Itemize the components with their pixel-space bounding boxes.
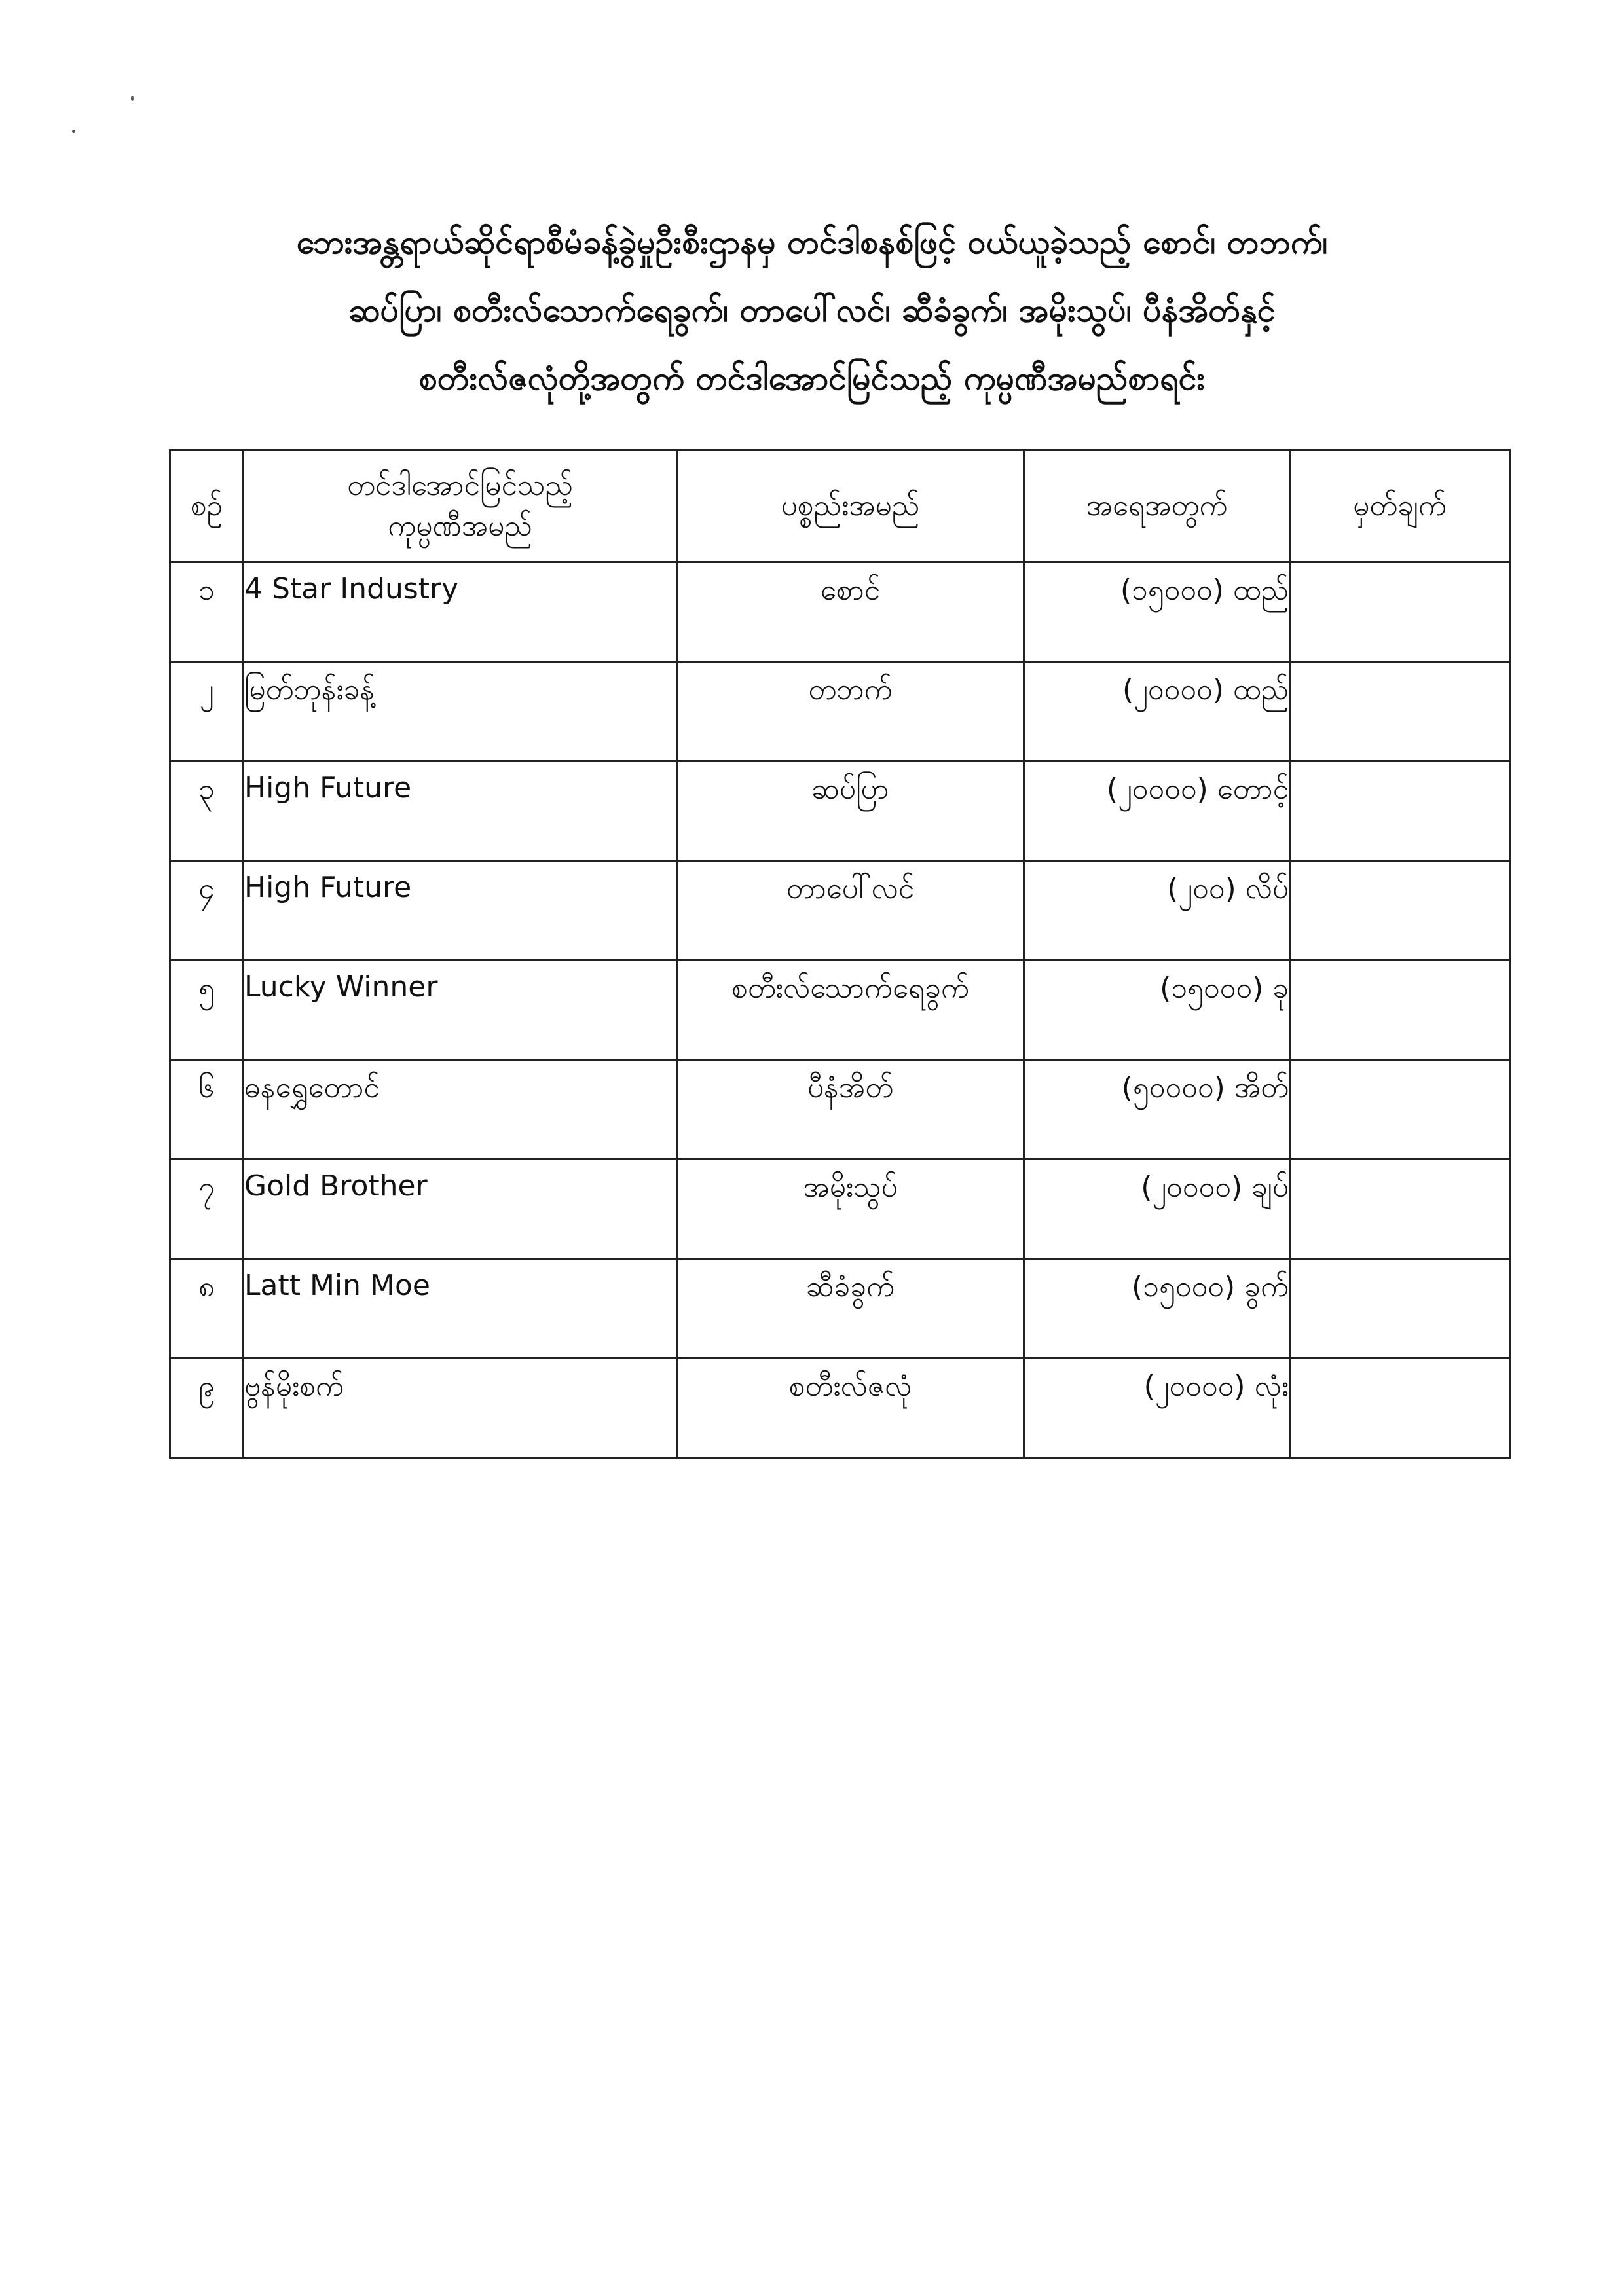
cell-remarks [1290, 662, 1510, 761]
header-no: စဉ် [170, 450, 244, 562]
cell-quantity: (၁၅၀၀၀) ထည် [1024, 562, 1290, 662]
cell-remarks [1290, 761, 1510, 861]
cell-remarks [1290, 1060, 1510, 1159]
scan-speck [131, 96, 134, 101]
header-item: ပစ္စည်းအမည် [677, 450, 1024, 562]
title-line: ဘေးအန္တရာယ်ဆိုင်ရာစီမံခန့်ခွဲမှုဦးစီးဌာနမှ တင်ဒါစနစ်ဖြင့် ဝယ်ယူခဲ့သည့် စောင်၊ တဘက်၊ [296, 223, 1328, 261]
cell-company: Lucky Winner [244, 960, 677, 1060]
cell-no: ၉ [170, 1358, 244, 1458]
table-row [170, 1060, 1510, 1159]
cell-item: ဆီခံခွက် [677, 1259, 1024, 1358]
cell-remarks [1290, 861, 1510, 960]
cell-remarks [1290, 960, 1510, 1060]
cell-no: ၂ [170, 662, 244, 761]
header-quantity: အရေအတွက် [1024, 450, 1290, 562]
cell-item: စောင် [677, 562, 1024, 662]
cell-quantity: (၂၀၀၀၀) လုံး [1024, 1358, 1290, 1458]
table-row [170, 960, 1510, 1060]
cell-remarks [1290, 562, 1510, 662]
cell-company: ဓနရွှေတောင် [244, 1060, 677, 1159]
title-line: ဆပ်ပြာ၊ စတီးလ်သောက်ရေခွက်၊ တာပေါ်လင်၊ ဆီခံခွက်၊ အမိုးသွပ်၊ ပီနံအိတ်နှင့် [348, 291, 1276, 329]
table-row [170, 761, 1510, 861]
header-company [244, 450, 677, 562]
cell-item: စတီးလ်သောက်ရေခွက် [677, 960, 1024, 1060]
cell-company: Latt Min Moe [244, 1259, 677, 1358]
table-header-row [170, 450, 1510, 562]
cell-quantity: (၂၀၀၀၀) ထည် [1024, 662, 1290, 761]
header-company-line1: တင်ဒါအောင်မြင်သည့် [347, 469, 573, 502]
table-row [170, 1358, 1510, 1458]
cell-company: High Future [244, 761, 677, 861]
scan-speck [72, 130, 75, 133]
cell-quantity: (၅၀၀၀၀) အိတ် [1024, 1060, 1290, 1159]
cell-item: စတီးလ်ဇလုံ [677, 1358, 1024, 1458]
cell-item: ပီနံအိတ် [677, 1060, 1024, 1159]
cell-company: High Future [244, 861, 677, 960]
cell-company: Gold Brother [244, 1159, 677, 1259]
cell-no: ၃ [170, 761, 244, 861]
cell-quantity: (၁၅၀၀၀) ခု [1024, 960, 1290, 1060]
table-row [170, 861, 1510, 960]
cell-remarks [1290, 1259, 1510, 1358]
cell-remarks [1290, 1358, 1510, 1458]
cell-no: ၈ [170, 1259, 244, 1358]
tender-winners-table [169, 449, 1511, 1459]
document-title [0, 208, 1624, 412]
cell-item: တာပေါ်လင် [677, 861, 1024, 960]
table-row [170, 1259, 1510, 1358]
cell-no: ၆ [170, 1060, 244, 1159]
cell-no: ၄ [170, 861, 244, 960]
cell-company: ဗွန်မိုးစက် [244, 1358, 677, 1458]
cell-item: အမိုးသွပ် [677, 1159, 1024, 1259]
cell-quantity: (၂၀၀) လိပ် [1024, 861, 1290, 960]
cell-no: ၁ [170, 562, 244, 662]
table-row [170, 1159, 1510, 1259]
cell-company: 4 Star Industry [244, 562, 677, 662]
table-row [170, 562, 1510, 662]
cell-remarks [1290, 1159, 1510, 1259]
cell-quantity: (၂၀၀၀၀) တောင့် [1024, 761, 1290, 861]
cell-item: ဆပ်ပြာ [677, 761, 1024, 861]
header-remarks: မှတ်ချက် [1290, 450, 1510, 562]
header-company-line2: ကုမ္ပဏီအမည် [388, 509, 532, 543]
cell-quantity: (၁၅၀၀၀) ခွက် [1024, 1259, 1290, 1358]
cell-item: တဘက် [677, 662, 1024, 761]
table-row [170, 662, 1510, 761]
cell-quantity: (၂၀၀၀၀) ချပ် [1024, 1159, 1290, 1259]
title-line: စတီးလ်ဇလုံတို့အတွက် တင်ဒါအောင်မြင်သည့် ကုမ္ပဏီအမည်စာရင်း [418, 359, 1206, 397]
cell-no: ၇ [170, 1159, 244, 1259]
cell-no: ၅ [170, 960, 244, 1060]
cell-company: မြတ်ဘုန်းခန့် [244, 662, 677, 761]
